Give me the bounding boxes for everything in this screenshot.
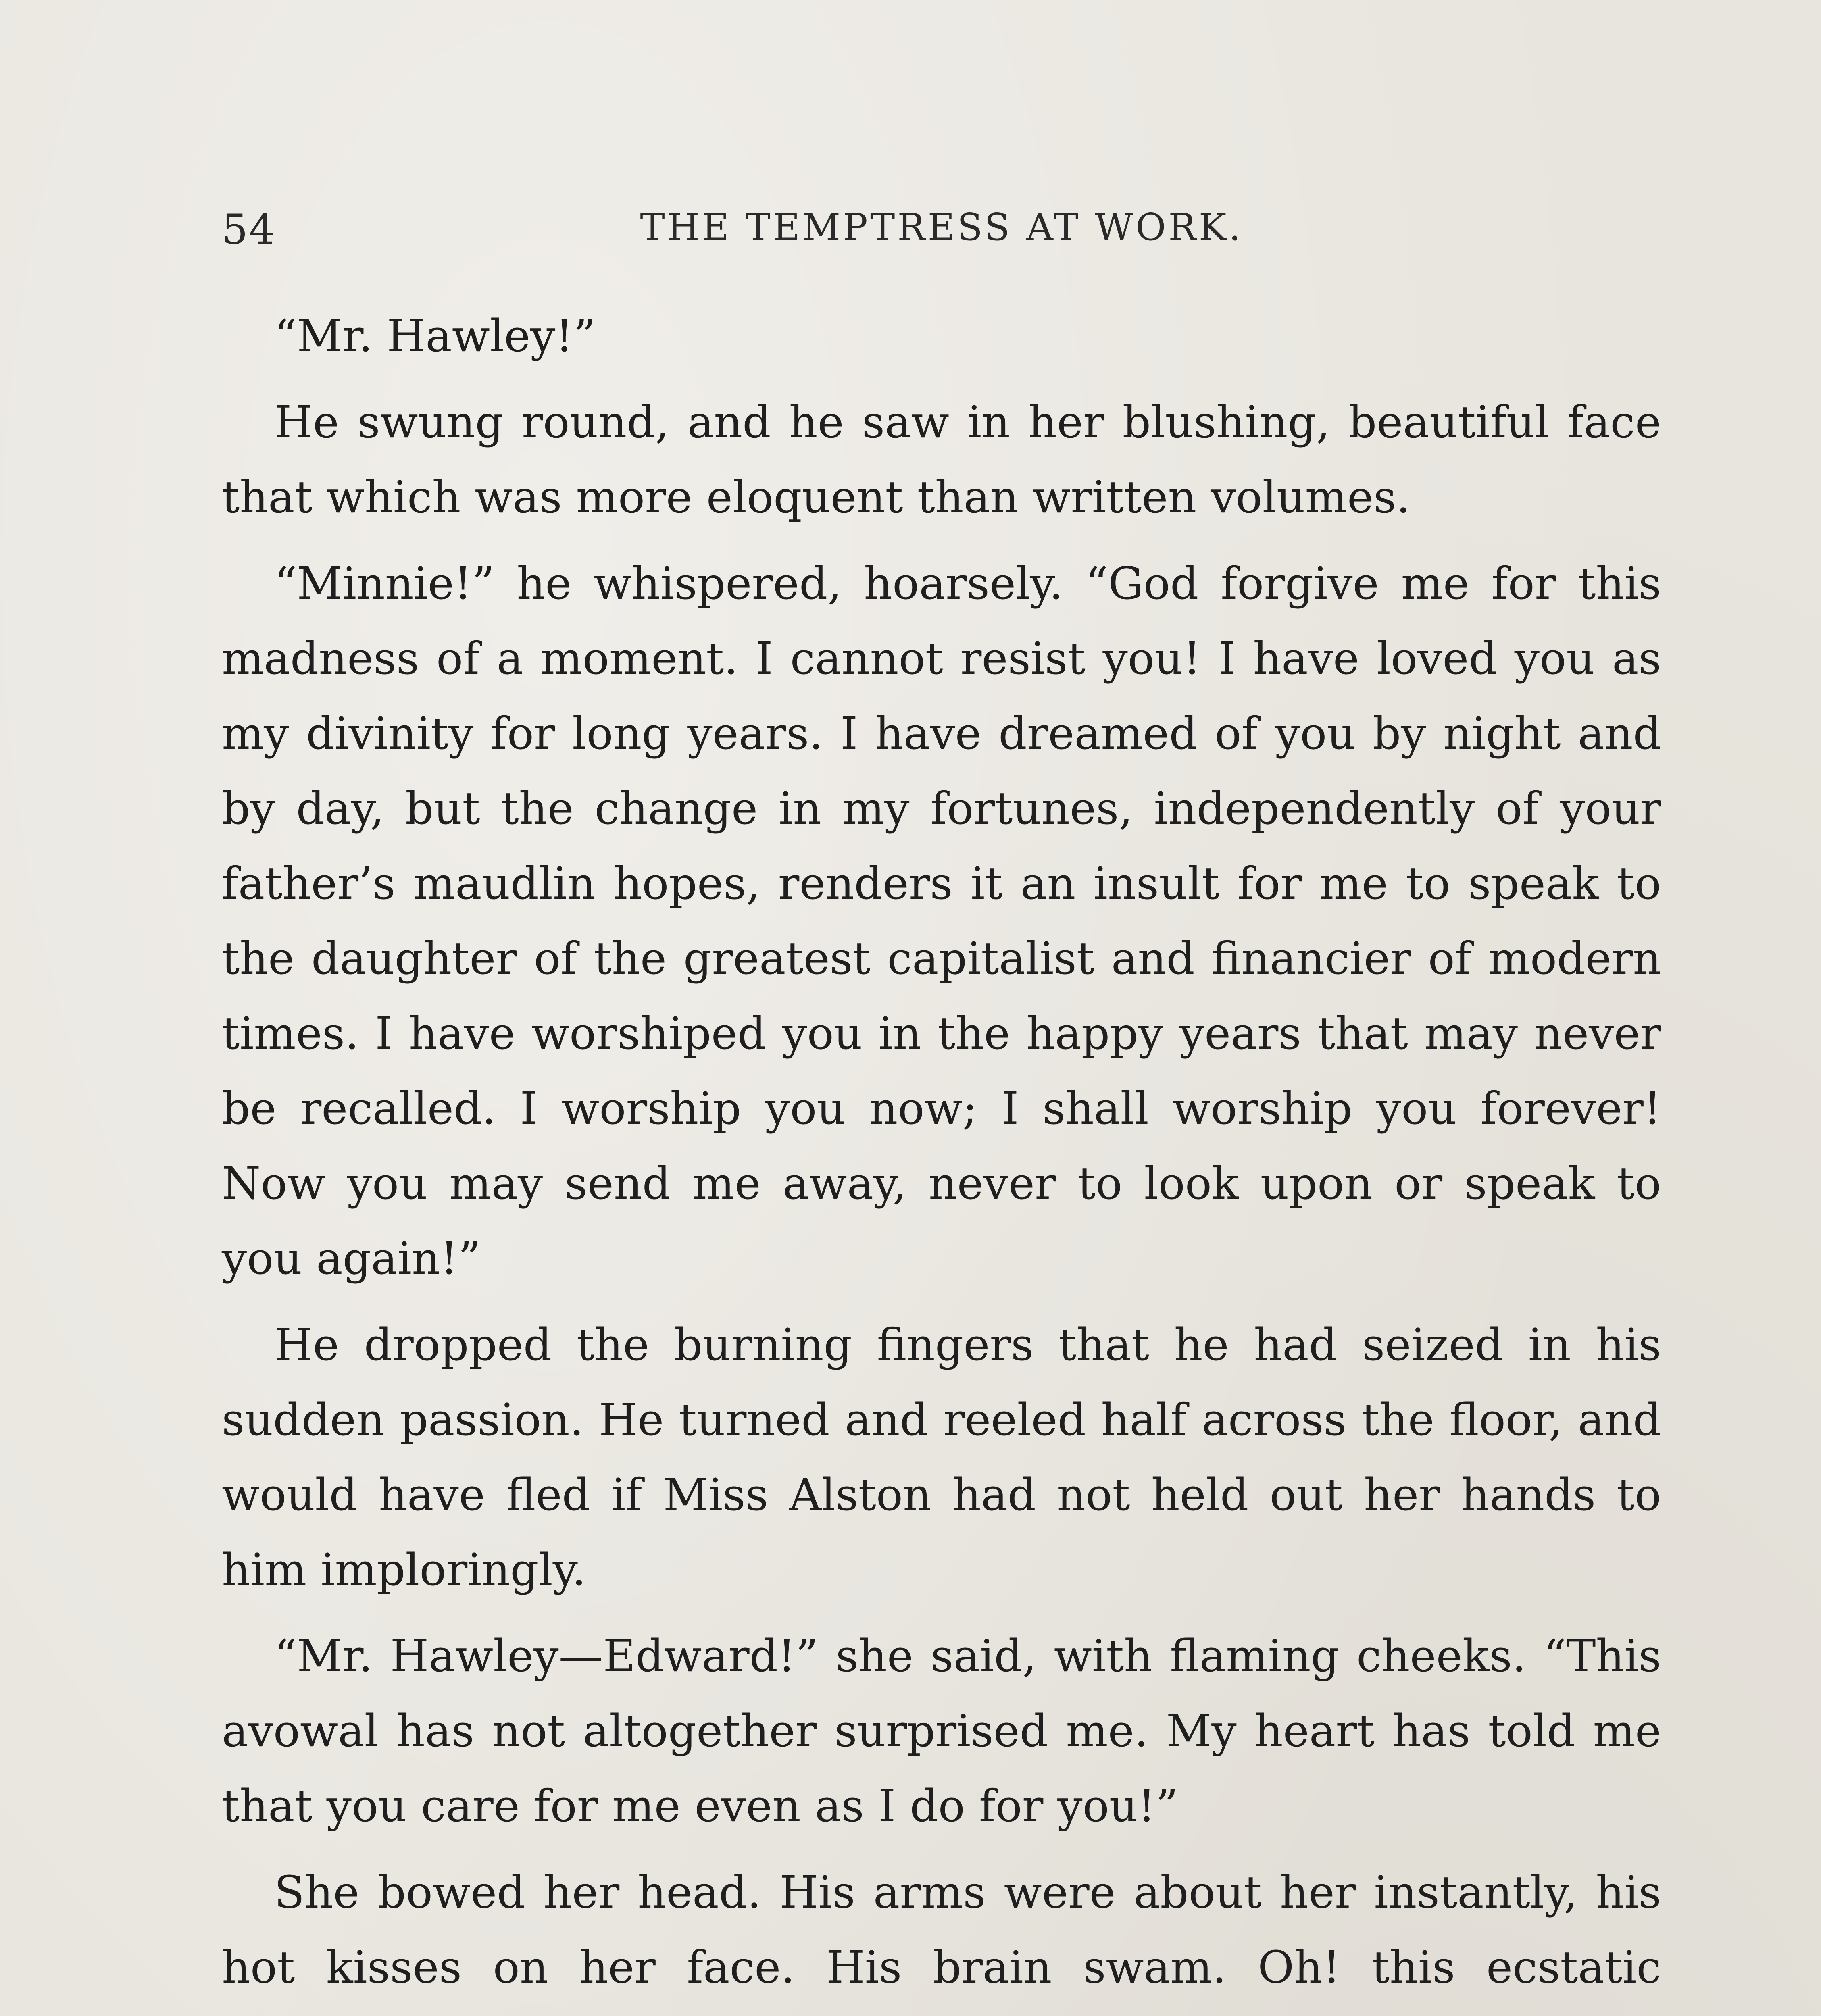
paragraph: “Minnie!” he whispered, hoarsely. “God forgive me for this madness of a moment. I cannot resist you! I have loved you as my divinity for long years. I have dreamed of you by night and by day, but the change in my fortunes, independently of your father’s maudlin hopes, renders it an insult for me to speak to the daughter of the greatest capitalist and financier of modern times. I have worshiped you in the happy years that may never be recalled. I worship you now; I shall worship you forever! Now you may send me away, never to look upon or speak to you again!”: [222, 558, 1661, 1284]
running-head: THE TEMPTRESS AT WORK.: [640, 206, 1243, 249]
paragraph: “Mr. Hawley!”: [274, 310, 596, 362]
paragraph: He swung round, and he saw in her blushing, beautiful face that which was more eloquent than written volumes.: [222, 396, 1661, 523]
body-text: [222, 298, 1661, 2016]
page-header: [222, 206, 1661, 266]
paragraph: “Mr. Hawley—Edward!” she said, with flaming cheeks. “This avowal has not altogether surprised me. My heart has told me that you care for me even as I do for you!”: [222, 1630, 1661, 1832]
paragraph: He dropped the burning fingers that he had seized in his sudden passion. He turned and reeled half across the floor, and would have fled if Miss Alston had not held out her hands to him imploringly.: [222, 1319, 1661, 1595]
paragraph: She bowed her head. His arms were about her instantly, his hot kisses on her face. His brain swam. Oh! this ecstatic: [222, 1866, 1661, 1993]
page-number: 54: [222, 206, 276, 254]
